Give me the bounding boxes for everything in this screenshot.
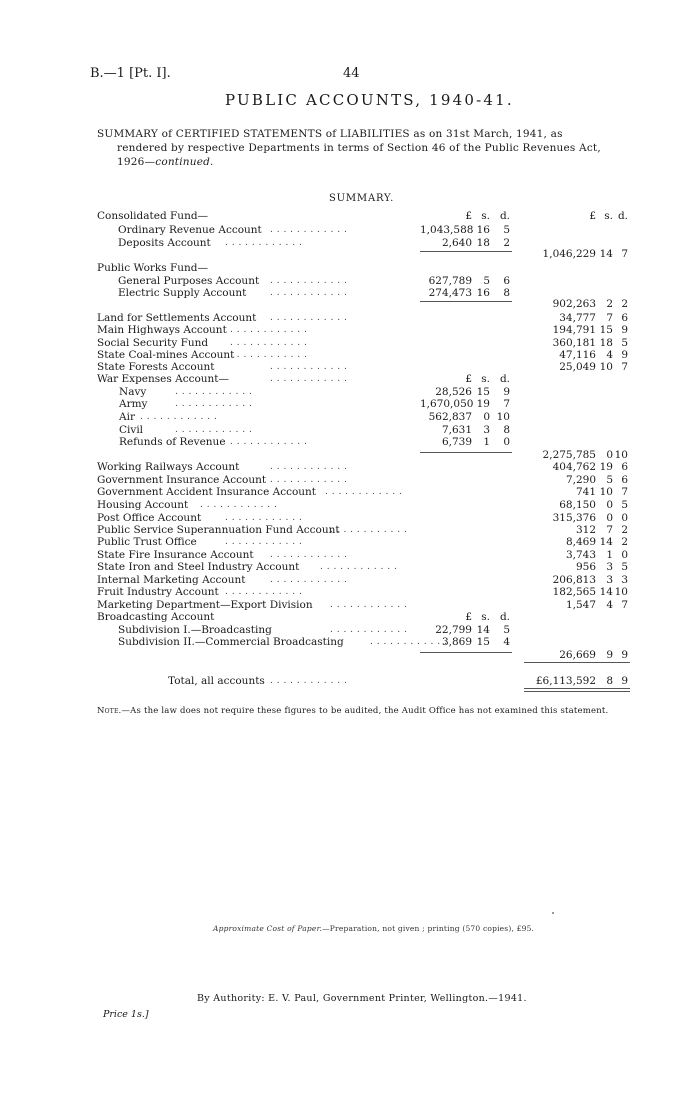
cell-t1: £6,113,592 [535, 675, 596, 687]
row-label: Working Railways Account [97, 461, 240, 473]
row-label: Social Security Fund [97, 337, 209, 349]
cell-c2: 16 [476, 224, 490, 236]
leader-dots: . . . . . . . . . . . . [270, 276, 348, 286]
cell-t2: 14 [599, 586, 613, 598]
leader-dots: . . . . . . . . . . . . [270, 313, 348, 323]
table-row [0, 424, 700, 436]
table-row [0, 561, 700, 573]
row-label: Fruit Industry Account [97, 586, 219, 598]
row-label: Post Office Account [97, 512, 202, 524]
row-label: State Fire Insurance Account [97, 549, 254, 561]
cost-of-paper [213, 924, 534, 933]
row-label: Air [119, 411, 135, 423]
cell-t1: 47,116 [559, 349, 596, 361]
row-label: Subdivision II.—Commercial Broadcasting [118, 636, 344, 648]
cell-c2: 5 [483, 275, 490, 287]
cell-t3: 2 [621, 298, 628, 310]
cell-c3: 6 [503, 275, 510, 287]
row-label: Ordinary Revenue Account [118, 224, 262, 236]
cell-t2: 1 [606, 549, 613, 561]
cell-t3: 3 [621, 574, 628, 586]
cell-c1: £ [465, 611, 472, 623]
cell-c2: 3 [483, 424, 490, 436]
cell-c2: 0 [483, 411, 490, 423]
cell-c2: 18 [476, 237, 490, 249]
table-row [0, 248, 700, 260]
cell-c3: d. [499, 611, 510, 623]
table-row [0, 649, 700, 661]
leader-dots: . . . . . . . . . . . . [270, 462, 348, 472]
caption-line-2: rendered by respective Departments in terms of Section 46 of the Public Revenues Act, [117, 142, 601, 154]
table-row [0, 411, 700, 423]
caption-line-3 [97, 155, 627, 169]
cell-t2: s. [604, 210, 613, 222]
table-row [0, 324, 700, 336]
cell-t3: 5 [621, 561, 628, 573]
row-label: Refunds of Revenue [119, 436, 226, 448]
table-row [0, 524, 700, 536]
cell-t2: 3 [606, 574, 613, 586]
table-row [0, 586, 700, 598]
leader-dots: . . . . . . . . . . . . [270, 362, 348, 372]
table-rule [524, 691, 630, 692]
cell-c1: 2,640 [441, 237, 472, 249]
cell-t2: 4 [606, 349, 613, 361]
caption-line-3-prefix: 1926— [117, 156, 156, 168]
row-label: War Expenses Account— [97, 373, 230, 385]
cell-t1: 741 [575, 486, 596, 498]
cell-t1: 7,290 [565, 474, 596, 486]
cell-t2: 3 [606, 561, 613, 573]
cell-t3: 9 [621, 324, 628, 336]
table-row [0, 449, 700, 461]
cell-c3: 8 [503, 287, 510, 299]
leader-dots: . . . . . . . . . . . . [270, 374, 348, 384]
cell-t3: 9 [621, 349, 628, 361]
cell-c3: d. [499, 373, 510, 385]
leader-dots: . . . . . . . . . . . . [175, 387, 253, 397]
table-row [0, 373, 700, 385]
cell-t3: d. [617, 210, 628, 222]
cell-t2: 19 [599, 461, 613, 473]
cell-t2: 8 [606, 675, 613, 687]
cell-t2: 0 [606, 512, 613, 524]
row-label: Marketing Department—Export Division [97, 599, 313, 611]
cell-t3: 7 [621, 361, 628, 373]
cell-t1: 315,376 [552, 512, 596, 524]
cell-t2: 18 [599, 337, 613, 349]
cell-t3: 7 [621, 599, 628, 611]
cell-c3: 10 [496, 411, 510, 423]
leader-dots: . . . . . . . . . . . . [320, 562, 398, 572]
cell-c2: 15 [476, 386, 490, 398]
leader-dots: . . . . . . . . . . . . [370, 637, 448, 647]
cell-c3: 4 [503, 636, 510, 648]
cell-c3: 7 [503, 398, 510, 410]
cell-c3: 5 [503, 224, 510, 236]
cell-t2: 14 [599, 536, 613, 548]
row-label: Internal Marketing Account [97, 574, 246, 586]
leader-dots: . . . . . . . . . . . . [175, 399, 253, 409]
row-label: Government Accident Insurance Account [97, 486, 317, 498]
leader-dots: . . . . . . . . . . . . [270, 676, 348, 686]
note-prefix: Note. [97, 706, 122, 716]
cell-c1: 3,869 [441, 636, 472, 648]
table-row [0, 624, 700, 636]
cell-c2: s. [481, 611, 490, 623]
cell-t2: 4 [606, 599, 613, 611]
cell-c3: 8 [503, 424, 510, 436]
leader-dots: . . . . . . . . . . . . [225, 238, 303, 248]
table-row [0, 298, 700, 310]
leader-dots: . . . . . . . . . . . . [270, 288, 348, 298]
cell-c1: 22,799 [435, 624, 472, 636]
cell-c1: 1,043,588 [420, 224, 474, 236]
cost-label: Approximate Cost of Paper. [213, 924, 323, 933]
table-rule [420, 251, 512, 252]
cell-t3: 7 [621, 248, 628, 260]
table-row [0, 636, 700, 648]
row-label: Government Insurance Account [97, 474, 267, 486]
table-rule [524, 688, 630, 689]
cell-c2: s. [481, 210, 490, 222]
cell-t3: 5 [621, 499, 628, 511]
cell-c1: 627,789 [428, 275, 472, 287]
cell-t3: 2 [621, 536, 628, 548]
table-row [0, 675, 700, 687]
cell-c2: 1 [483, 436, 490, 448]
table-row [0, 611, 700, 623]
cell-c1: £ [465, 210, 472, 222]
cell-t2: 2 [606, 298, 613, 310]
cell-t3: 5 [621, 337, 628, 349]
cell-t3: 9 [621, 649, 628, 661]
row-label: Main Highways Account [97, 324, 227, 336]
cell-c2: 15 [476, 636, 490, 648]
table-row [0, 499, 700, 511]
table-row [0, 361, 700, 373]
audit-note [97, 706, 608, 716]
row-label: Consolidated Fund— [97, 210, 209, 222]
document-reference: B.—1 [Pt. I]. [90, 66, 171, 81]
cell-t2: 14 [599, 248, 613, 260]
table-rule [420, 652, 512, 653]
row-label: Broadcasting Account [97, 611, 215, 623]
cell-c3: 9 [503, 386, 510, 398]
cell-t1: 34,777 [559, 312, 596, 324]
cell-c3: d. [499, 210, 510, 222]
cell-t1: 194,791 [552, 324, 596, 336]
row-label: Army [119, 398, 148, 410]
cell-t3: 6 [621, 474, 628, 486]
cell-t2: 10 [599, 361, 613, 373]
leader-dots: . . . . . . . . . . . . [330, 625, 408, 635]
table-rule [420, 452, 512, 453]
row-label: Public Trust Office [97, 536, 197, 548]
cell-c1: 7,631 [441, 424, 472, 436]
table-row [0, 436, 700, 448]
cell-c2: 19 [476, 398, 490, 410]
leader-dots: . . . . . . . . . . . . [230, 325, 308, 335]
cell-t1: £ [589, 210, 596, 222]
table-row [0, 275, 700, 287]
cell-t1: 1,046,229 [542, 248, 596, 260]
row-label: Civil [119, 424, 144, 436]
leader-dots: . . . . . . . . . . . . [230, 338, 308, 348]
table-row [0, 599, 700, 611]
cell-t3: 7 [621, 486, 628, 498]
cell-c1: £ [465, 373, 472, 385]
cell-c1: 562,837 [428, 411, 472, 423]
table-row [0, 512, 700, 524]
cell-t1: 26,669 [559, 649, 596, 661]
leader-dots: . . . . . . . . . . . . [270, 550, 348, 560]
table-row [0, 461, 700, 473]
cell-t2: 7 [606, 312, 613, 324]
table-row [0, 574, 700, 586]
leader-dots: . . . . . . . . . . . . [270, 575, 348, 585]
cell-t1: 360,181 [552, 337, 596, 349]
cell-t1: 68,150 [559, 499, 596, 511]
caption-line-1: SUMMARY of CERTIFIED STATEMENTS of LIABILITIES as on 31st March, 1941, as [97, 128, 563, 140]
cell-t3: 9 [621, 675, 628, 687]
table-rule [524, 662, 630, 663]
row-label: Public Works Fund— [97, 262, 209, 274]
caption-line-3-italic: continued. [155, 156, 214, 168]
cell-t1: 25,049 [559, 361, 596, 373]
cell-t2: 15 [599, 324, 613, 336]
cell-t3: 0 [621, 549, 628, 561]
cell-c1: 1,670,050 [420, 398, 474, 410]
cost-text: —Preparation, not given ; printing (570 copies), £95. [322, 924, 535, 933]
table-rule [420, 301, 512, 302]
cell-t1: 2,275,785 [542, 449, 596, 461]
leader-dots: . . . . . . . . . . . . [325, 487, 403, 497]
cell-t2: 9 [606, 649, 613, 661]
row-label: State Coal-mines Account [97, 349, 235, 361]
row-label: General Purposes Account [118, 275, 260, 287]
cell-t2: 5 [606, 474, 613, 486]
table-row [0, 210, 700, 222]
leader-dots: . . . . . . . . . . . . [270, 475, 348, 485]
printer-imprint: By Authority: E. V. Paul, Government Printer, Wellington.—1941. [197, 993, 527, 1004]
cell-t1: 3,743 [565, 549, 596, 561]
cell-t1: 8,469 [565, 536, 596, 548]
cell-t1: 902,263 [552, 298, 596, 310]
cell-t1: 182,565 [552, 586, 596, 598]
row-label: Total, all accounts [168, 675, 265, 687]
table-row [0, 337, 700, 349]
cell-c2: 14 [476, 624, 490, 636]
print-speck [552, 912, 554, 914]
row-label: Deposits Account [118, 237, 211, 249]
cell-c3: 5 [503, 624, 510, 636]
table-row [0, 386, 700, 398]
row-label: State Forests Account [97, 361, 215, 373]
table-row [0, 486, 700, 498]
cell-t3: 0 [621, 512, 628, 524]
cell-c2: s. [481, 373, 490, 385]
leader-dots: . . . . . . . . . . . . [200, 500, 278, 510]
leader-dots: . . . . . . . . . . . . [225, 513, 303, 523]
table-row [0, 549, 700, 561]
leader-dots: . . . . . . . . . . . . [140, 412, 218, 422]
cell-t2: 7 [606, 524, 613, 536]
cell-t2: 10 [599, 486, 613, 498]
leader-dots: . . . . . . . . . . . . [225, 587, 303, 597]
row-label: Navy [119, 386, 147, 398]
cell-c3: 0 [503, 436, 510, 448]
page-title: PUBLIC ACCOUNTS, 1940-41. [225, 91, 514, 109]
leader-dots: . . . . . . . . . . . . [225, 537, 303, 547]
leader-dots: . . . . . . . . . . . . [230, 437, 308, 447]
cell-t2: 0 [606, 449, 613, 461]
table-row [0, 536, 700, 548]
leader-dots: . . . . . . . . . . . . [175, 425, 253, 435]
table-row [0, 224, 700, 236]
price-label: Price 1s.] [103, 1009, 149, 1020]
cell-c1: 6,739 [441, 436, 472, 448]
cell-t1: 404,762 [552, 461, 596, 473]
cell-c1: 28,526 [435, 386, 472, 398]
cell-t1: 1,547 [565, 599, 596, 611]
statement-caption [97, 127, 627, 169]
cell-t2: 0 [606, 499, 613, 511]
leader-dots: . . . . . . . . . . . . [230, 350, 308, 360]
table-row [0, 312, 700, 324]
cell-t1: 312 [575, 524, 596, 536]
cell-c3: 2 [503, 237, 510, 249]
cell-t3: 6 [621, 312, 628, 324]
note-text: —As the law does not require these figures to be audited, the Audit Office has not examined this statement. [121, 706, 609, 716]
cell-t3: 10 [614, 449, 628, 461]
row-label: Land for Settlements Account [97, 312, 257, 324]
cell-t1: 956 [575, 561, 596, 573]
table-row [0, 398, 700, 410]
leader-dots: . . . . . . . . . . . . [270, 225, 348, 235]
table-row [0, 262, 700, 274]
row-label: State Iron and Steel Industry Account [97, 561, 300, 573]
table-row [0, 474, 700, 486]
table-row [0, 349, 700, 361]
cell-c1: 274,473 [428, 287, 472, 299]
cell-t1: 206,813 [552, 574, 596, 586]
summary-heading: SUMMARY. [329, 193, 395, 204]
row-label: Subdivision I.—Broadcasting [118, 624, 272, 636]
row-label: Housing Account [97, 499, 189, 511]
cell-t3: 2 [621, 524, 628, 536]
cell-c2: 16 [476, 287, 490, 299]
row-label: Electric Supply Account [118, 287, 247, 299]
leader-dots: . . . . . . . . . . . . [330, 600, 408, 610]
cell-t3: 6 [621, 461, 628, 473]
leader-dots: . . . . . . . . . . . . [330, 525, 408, 535]
page-number: 44 [343, 66, 360, 81]
row-label: Public Service Superannuation Fund Account [97, 524, 340, 536]
cell-t3: 10 [614, 586, 628, 598]
